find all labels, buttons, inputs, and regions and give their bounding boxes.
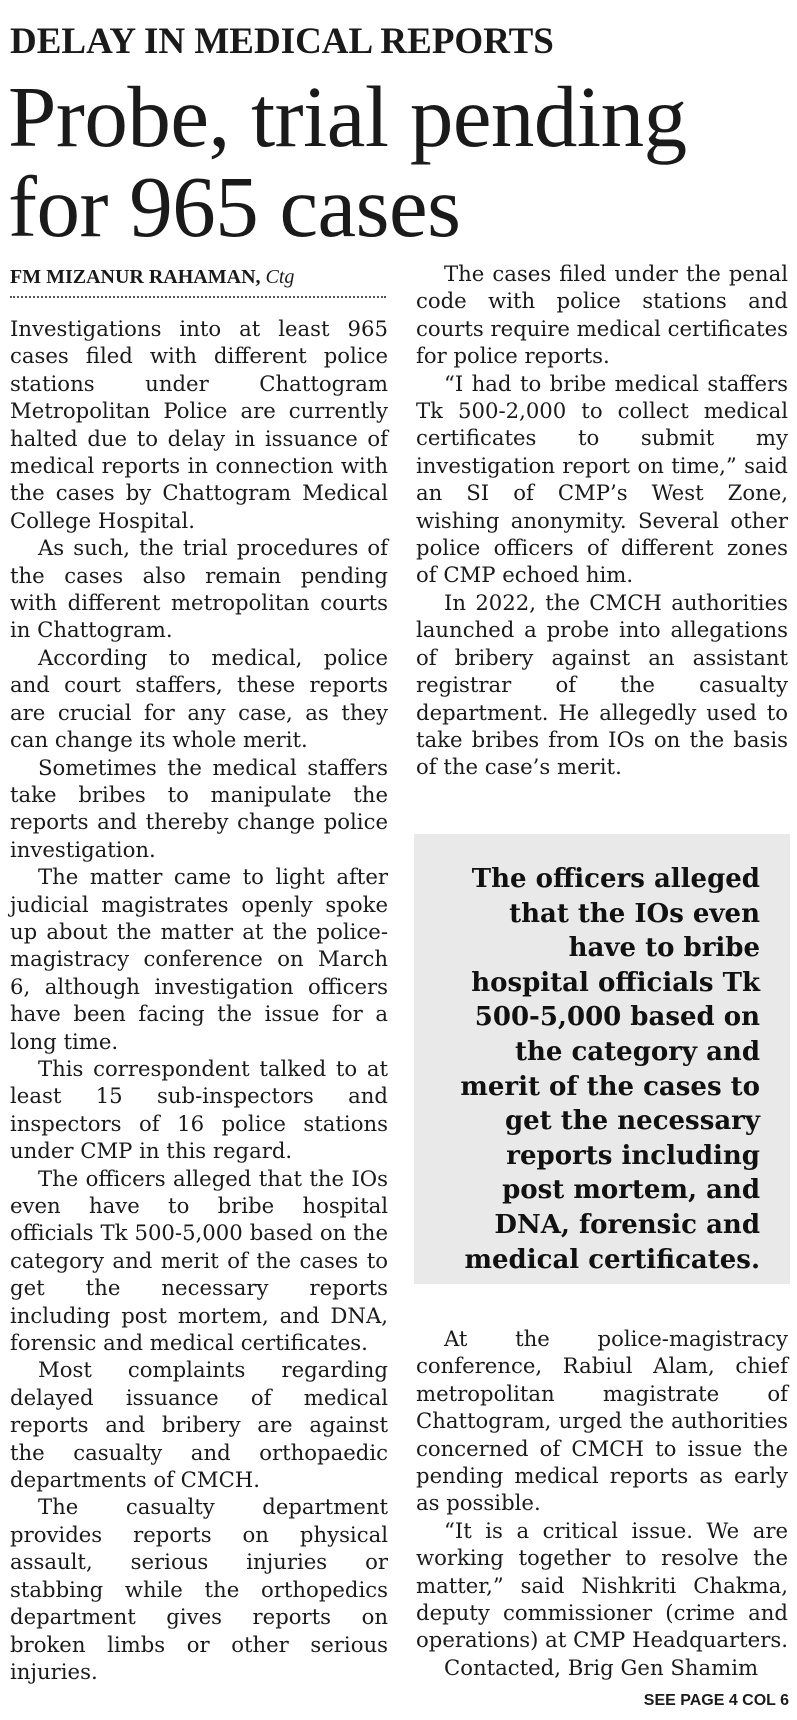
paragraph: At the police-magistracy conference, Rabiul Alam, chief metropolitan magistrate of Chattogram, urged the authorities concerned of CMCH to issue the pending medical reports as early as possible. xyxy=(416,1326,788,1516)
paragraph: “It is a critical issue. We are working together to resolve the matter,” said Nishkriti Chakma, deputy commissioner (crime and operations) at CMP Headquarters. xyxy=(416,1517,788,1653)
byline-location: Ctg xyxy=(265,266,295,288)
byline xyxy=(10,264,388,290)
paragraph: As such, the trial procedures of the cases also remain pending with different metropolitan courts in Chattogram. xyxy=(10,535,388,643)
paragraph: In 2022, the CMCH authorities launched a probe into allegations of bribery against an assistant registrar of the casualty department. He allegedly used to take bribes from IOs on the basis of the case’s merit. xyxy=(416,589,788,780)
paragraph: The matter came to light after judicial magistrates openly spoke up about the matter at the police-magistracy conference on March 6, although investigation officers have been facing the issue for a long time. xyxy=(10,864,388,1054)
byline-divider xyxy=(10,296,386,298)
right-column-top xyxy=(416,260,788,781)
headline: Probe, trial pending for 965 cases xyxy=(8,68,687,255)
paragraph: The cases filed under the penal code with police stations and courts require medical certificates for police reports. xyxy=(416,261,788,369)
paragraph: Contacted, Brig Gen Shamim xyxy=(444,1654,759,1680)
kicker: DELAY IN MEDICAL REPORTS xyxy=(10,21,554,62)
left-column xyxy=(10,315,388,1685)
paragraph: “I had to bribe medical staffers Tk 500-2,000 to collect medical certificates to submit my investigation report on time,” said an SI of CMP’s West Zone, wishing anonymity. Several other police officers of different zones of CMP echoed him. xyxy=(416,370,788,588)
paragraph: The officers alleged that the IOs even have to bribe hospital officials Tk 500-5,000 based on the category and merit of the cases to get the necessary reports including post mortem, and DNA, forensic and medical certificates. xyxy=(10,1165,388,1356)
jump-line: SEE PAGE 4 COL 6 xyxy=(643,1692,789,1709)
byline-author: FM MIZANUR RAHAMAN, xyxy=(10,266,261,288)
paragraph: Sometimes the medical staffers take bribes to manipulate the reports and thereby change police investigation. xyxy=(10,754,388,862)
paragraph: The casualty department provides reports on physical assault, serious injuries or stabbing while the orthopedics department gives reports on broken limbs or other serious injuries. xyxy=(10,1494,388,1684)
paragraph: According to medical, police and court staffers, these reports are crucial for any case, as they can change its whole merit. xyxy=(10,644,388,753)
right-column-bottom xyxy=(416,1325,788,1681)
paragraph: This correspondent talked to at least 15 sub-inspectors and inspectors of 16 police stations under CMP in this regard. xyxy=(10,1055,388,1164)
paragraph: Most complaints regarding delayed issuance of medical reports and bribery are against the casualty and orthopaedic departments of CMCH. xyxy=(10,1357,388,1493)
paragraph: Investigations into at least 965 cases filed with different police stations under Chattogram Metropolitan Police are currently halted due to delay in issuance of medical reports in connection with the cases by Chattogram Medical College Hospital. xyxy=(10,316,388,533)
pull-quote: The officers alleged that the IOs even have to bribe hospital officials Tk 500-5,000 based on the category and merit of the cases to get the necessary reports including post mortem, and DNA, forensic and medical certificates. xyxy=(414,834,790,1284)
